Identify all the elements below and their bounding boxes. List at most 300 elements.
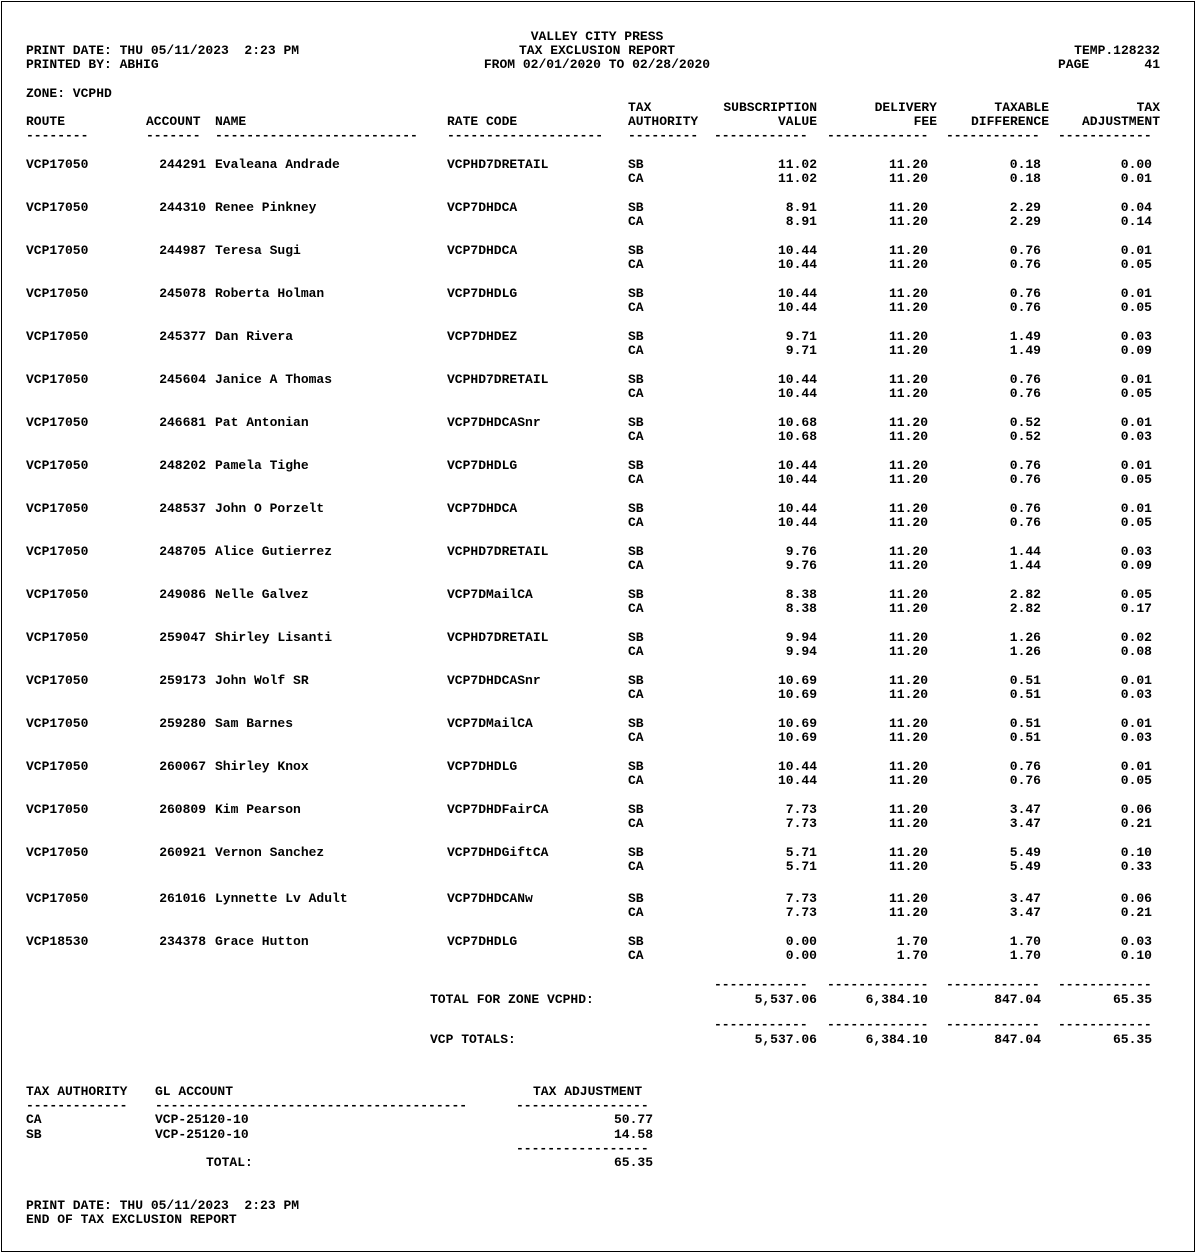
subscription-value-cell: 9.94 [785,644,817,659]
rate-code-cell: VCP7DHDCASnr [447,673,541,688]
tax-authority-cell: CA [628,773,644,788]
taxable-difference-cell: 2.82 [1009,587,1041,602]
taxable-difference-cell: 3.47 [1009,802,1041,817]
tax-adjustment-cell: 0.01 [1120,673,1152,688]
route-cell: VCP18530 [26,934,89,949]
taxable-difference-cell: 1.44 [1009,544,1041,559]
name-cell: Shirley Knox [215,759,309,774]
tax-adjustment-cell: 0.03 [1120,687,1152,702]
temp-id: TEMP.128232 [1074,43,1160,58]
subscription-value-cell: 10.44 [777,386,817,401]
delivery-fee-cell: 11.20 [888,687,928,702]
delivery-fee-cell: 11.20 [888,859,928,874]
tax-adjustment-cell: 0.03 [1120,544,1152,559]
rate-code-cell: VCP7DHDLG [447,286,518,301]
account-cell: 260809 [159,802,206,817]
taxable-difference-cell: 0.76 [1009,515,1041,530]
taxable-difference-cell: 1.49 [1009,343,1041,358]
rate-code-cell: VCP7DHDCA [447,501,518,516]
subscription-value-cell: 5.71 [785,859,817,874]
subscription-value-cell: 11.02 [777,171,817,186]
tax-adjustment-cell: 0.21 [1120,905,1152,920]
col-adj-top: TAX [1136,100,1160,115]
subscription-value-cell: 10.44 [777,759,817,774]
col-divider: ------------ [946,129,1040,143]
subscription-value-cell: 9.71 [785,343,817,358]
zone-total-adj: 65.35 [1112,992,1152,1007]
taxable-difference-cell: 0.52 [1009,415,1041,430]
rate-code-cell: VCP7DHDLG [447,759,518,774]
subscription-value-cell: 10.44 [777,286,817,301]
taxable-difference-cell: 0.76 [1009,372,1041,387]
delivery-fee-cell: 1.70 [896,934,928,949]
tax-authority-cell: SB [628,544,644,559]
rate-code-cell: VCP7DHDCA [447,243,518,258]
tax-adjustment-cell: 0.06 [1120,802,1152,817]
tax-authority-cell: CA [628,472,644,487]
tax-adjustment-cell: 0.05 [1120,773,1152,788]
col-divider: -------- [26,129,89,143]
account-cell: 245604 [159,372,206,387]
tax-adjustment-cell: 0.05 [1120,472,1152,487]
tax-authority-cell: CA [628,300,644,315]
delivery-fee-cell: 11.20 [888,601,928,616]
route-cell: VCP17050 [26,716,89,731]
delivery-fee-cell: 1.70 [896,948,928,963]
tax-authority-cell: CA [628,644,644,659]
tax-authority-cell: CA [628,257,644,272]
tax-adjustment-cell: 0.02 [1120,630,1152,645]
col-taxable-difference: DIFFERENCE [970,114,1049,129]
taxable-difference-cell: 1.26 [1009,630,1041,645]
subscription-value-cell: 7.73 [785,802,817,817]
total-divider: ------------- [827,1018,929,1032]
subscription-value-cell: 11.02 [777,157,817,172]
tax-adjustment-cell: 0.03 [1120,934,1152,949]
page-number: 41 [1144,57,1160,72]
tax-adjustment-cell: 0.01 [1120,415,1152,430]
name-cell: Alice Gutierrez [215,544,333,559]
name-cell: Evaleana Andrade [215,157,340,172]
delivery-fee-cell: 11.20 [888,630,928,645]
tax-authority-cell: CA [628,214,644,229]
rate-code-cell: VCP7DHDGiftCA [447,845,549,860]
end-of-report: END OF TAX EXCLUSION REPORT [26,1212,237,1227]
vcp-total-value: 5,537.06 [754,1032,817,1047]
name-cell: Teresa Sugi [215,243,301,258]
subscription-value-cell: 10.69 [777,730,817,745]
name-cell: Pat Antonian [215,415,309,430]
taxable-difference-cell: 2.29 [1009,214,1041,229]
taxable-difference-cell: 0.52 [1009,429,1041,444]
account-cell: 259280 [159,716,206,731]
subscription-value-cell: 8.38 [785,601,817,616]
subscription-value-cell: 10.69 [777,673,817,688]
delivery-fee-cell: 11.20 [888,816,928,831]
tax-adjustment-cell: 0.05 [1120,515,1152,530]
route-cell: VCP17050 [26,415,89,430]
col-rate-code: RATE CODE [447,114,518,129]
report-page [1,1,1195,1252]
col-tax-authority-top: TAX [628,100,652,115]
tax-adjustment-cell: 0.05 [1120,300,1152,315]
subscription-value-cell: 0.00 [785,934,817,949]
zone-total-fee: 6,384.10 [865,992,928,1007]
zone-label: ZONE: VCPHD [26,86,112,101]
tax-authority-cell: SB [628,716,644,731]
tax-adjustment-cell: 0.33 [1120,859,1152,874]
report-title: TAX EXCLUSION REPORT [518,43,676,58]
total-divider: ------------- [827,978,929,992]
summary-divider: ---------------------------------------- [155,1099,468,1113]
delivery-fee-cell: 11.20 [888,845,928,860]
name-cell: Kim Pearson [215,802,301,817]
route-cell: VCP17050 [26,630,89,645]
delivery-fee-cell: 11.20 [888,343,928,358]
summary-col-gl: GL ACCOUNT [155,1084,234,1099]
subscription-value-cell: 10.68 [777,429,817,444]
taxable-difference-cell: 0.76 [1009,458,1041,473]
summary-total-value: 65.35 [613,1155,653,1170]
footer-print-date: PRINT DATE: THU 05/11/2023 2:23 PM [26,1198,300,1213]
tax-adjustment-cell: 0.01 [1120,243,1152,258]
col-divider: ------------- [827,129,929,143]
tax-authority-cell: CA [628,859,644,874]
tax-authority-cell: SB [628,891,644,906]
page-label: PAGE [1058,57,1090,72]
tax-authority-cell: SB [628,587,644,602]
subscription-value-cell: 9.76 [785,558,817,573]
account-cell: 260921 [159,845,206,860]
account-cell: 244291 [159,157,206,172]
tax-adjustment-cell: 0.09 [1120,343,1152,358]
delivery-fee-cell: 11.20 [888,501,928,516]
route-cell: VCP17050 [26,673,89,688]
col-tax-authority: AUTHORITY [628,114,699,129]
col-subscription-value: VALUE [777,114,817,129]
tax-authority-cell: SB [628,759,644,774]
taxable-difference-cell: 2.29 [1009,200,1041,215]
delivery-fee-cell: 11.20 [888,587,928,602]
account-cell: 248202 [159,458,206,473]
delivery-fee-cell: 11.20 [888,214,928,229]
tax-adjustment-cell: 0.01 [1120,759,1152,774]
name-cell: John O Porzelt [215,501,325,516]
taxable-difference-cell: 0.76 [1009,300,1041,315]
route-cell: VCP17050 [26,759,89,774]
subscription-value-cell: 10.44 [777,458,817,473]
taxable-difference-cell: 0.76 [1009,501,1041,516]
subscription-value-cell: 10.44 [777,372,817,387]
tax-adjustment-cell: 0.03 [1120,730,1152,745]
col-divider: ------------ [1058,129,1152,143]
tax-adjustment-cell: 0.08 [1120,644,1152,659]
tax-authority-cell: CA [628,171,644,186]
col-divider: ------- [146,129,201,143]
subscription-value-cell: 10.69 [777,687,817,702]
subscription-value-cell: 10.44 [777,257,817,272]
route-cell: VCP17050 [26,329,89,344]
summary-gl-cell: VCP-25120-10 [155,1112,249,1127]
delivery-fee-cell: 11.20 [888,891,928,906]
date-range: FROM 02/01/2020 TO 02/28/2020 [483,57,711,72]
tax-authority-cell: SB [628,501,644,516]
tax-adjustment-cell: 0.01 [1120,501,1152,516]
name-cell: Sam Barnes [215,716,294,731]
subscription-value-cell: 7.73 [785,891,817,906]
tax-authority-cell: CA [628,386,644,401]
tax-authority-cell: SB [628,934,644,949]
tax-adjustment-cell: 0.01 [1120,716,1152,731]
taxable-difference-cell: 0.76 [1009,773,1041,788]
account-cell: 245078 [159,286,206,301]
delivery-fee-cell: 11.20 [888,372,928,387]
subscription-value-cell: 10.44 [777,773,817,788]
account-cell: 244987 [159,243,206,258]
rate-code-cell: VCP7DHDLG [447,934,518,949]
name-cell: Shirley Lisanti [215,630,333,645]
col-name: NAME [215,114,247,129]
tax-adjustment-cell: 0.05 [1120,257,1152,272]
tax-authority-cell: SB [628,458,644,473]
col-taxable-top: TAXABLE [994,100,1049,115]
taxable-difference-cell: 0.18 [1009,157,1041,172]
account-cell: 249086 [159,587,206,602]
delivery-fee-cell: 11.20 [888,300,928,315]
delivery-fee-cell: 11.20 [888,759,928,774]
summary-authority-cell: CA [26,1112,42,1127]
summary-gl-cell: VCP-25120-10 [155,1127,249,1142]
subscription-value-cell: 7.73 [785,905,817,920]
col-divider: --------- [628,129,699,143]
taxable-difference-cell: 0.76 [1009,257,1041,272]
tax-authority-cell: SB [628,845,644,860]
tax-adjustment-cell: 0.01 [1120,372,1152,387]
tax-authority-cell: CA [628,730,644,745]
taxable-difference-cell: 0.51 [1009,716,1041,731]
delivery-fee-cell: 11.20 [888,257,928,272]
taxable-difference-cell: 3.47 [1009,905,1041,920]
delivery-fee-cell: 11.20 [888,171,928,186]
tax-authority-cell: CA [628,687,644,702]
account-cell: 248537 [159,501,206,516]
company-name: VALLEY CITY PRESS [530,29,664,44]
summary-adj-cell: 50.77 [613,1112,653,1127]
name-cell: Nelle Galvez [215,587,309,602]
tax-authority-cell: SB [628,243,644,258]
summary-adj-cell: 14.58 [613,1127,653,1142]
rate-code-cell: VCP7DMailCA [447,716,533,731]
route-cell: VCP17050 [26,243,89,258]
route-cell: VCP17050 [26,200,89,215]
route-cell: VCP17050 [26,802,89,817]
rate-code-cell: VCP7DHDCASnr [447,415,541,430]
summary-divider: ------------- [26,1099,128,1113]
tax-authority-cell: SB [628,802,644,817]
subscription-value-cell: 10.68 [777,415,817,430]
taxable-difference-cell: 5.49 [1009,845,1041,860]
tax-adjustment-cell: 0.03 [1120,329,1152,344]
delivery-fee-cell: 11.20 [888,329,928,344]
rate-code-cell: VCP7DHDEZ [447,329,518,344]
subscription-value-cell: 5.71 [785,845,817,860]
taxable-difference-cell: 3.47 [1009,816,1041,831]
tax-adjustment-cell: 0.17 [1120,601,1152,616]
delivery-fee-cell: 11.20 [888,458,928,473]
account-cell: 245377 [159,329,206,344]
tax-adjustment-cell: 0.04 [1120,200,1152,215]
subscription-value-cell: 8.91 [785,214,817,229]
tax-adjustment-cell: 0.10 [1120,845,1152,860]
col-tax-adjustment: ADJUSTMENT [1081,114,1160,129]
zone-total-diff: 847.04 [994,992,1041,1007]
delivery-fee-cell: 11.20 [888,802,928,817]
vcp-total-adj: 65.35 [1112,1032,1152,1047]
total-divider: ------------ [714,978,808,992]
rate-code-cell: VCPHD7DRETAIL [447,372,549,387]
summary-authority-cell: SB [26,1127,42,1142]
name-cell: Pamela Tighe [215,458,309,473]
account-cell: 261016 [159,891,206,906]
rate-code-cell: VCP7DHDCANw [447,891,533,906]
delivery-fee-cell: 11.20 [888,243,928,258]
name-cell: Vernon Sanchez [215,845,325,860]
taxable-difference-cell: 0.51 [1009,687,1041,702]
total-divider: ------------ [1058,978,1152,992]
col-divider: ------------ [714,129,808,143]
subscription-value-cell: 8.38 [785,587,817,602]
total-divider: ------------ [1058,1018,1152,1032]
taxable-difference-cell: 1.26 [1009,644,1041,659]
tax-adjustment-cell: 0.01 [1120,171,1152,186]
tax-adjustment-cell: 0.01 [1120,458,1152,473]
route-cell: VCP17050 [26,587,89,602]
rate-code-cell: VCP7DHDFairCA [447,802,549,817]
vcp-total-label: VCP TOTALS: [430,1032,516,1047]
taxable-difference-cell: 2.82 [1009,601,1041,616]
tax-authority-cell: SB [628,286,644,301]
tax-authority-cell: SB [628,673,644,688]
zone-total-label: TOTAL FOR ZONE VCPHD: [430,992,594,1007]
tax-authority-cell: SB [628,415,644,430]
subscription-value-cell: 10.44 [777,243,817,258]
rate-code-cell: VCPHD7DRETAIL [447,157,549,172]
tax-adjustment-cell: 0.14 [1120,214,1152,229]
name-cell: Lynnette Lv Adult [215,891,348,906]
summary-col-authority: TAX AUTHORITY [26,1084,128,1099]
account-cell: 234378 [159,934,206,949]
delivery-fee-cell: 11.20 [888,415,928,430]
taxable-difference-cell: 1.70 [1009,934,1041,949]
delivery-fee-cell: 11.20 [888,157,928,172]
taxable-difference-cell: 1.49 [1009,329,1041,344]
tax-adjustment-cell: 0.21 [1120,816,1152,831]
route-cell: VCP17050 [26,845,89,860]
summary-divider: ----------------- [516,1099,649,1113]
taxable-difference-cell: 0.76 [1009,472,1041,487]
total-divider: ------------ [946,1018,1040,1032]
name-cell: Roberta Holman [215,286,325,301]
name-cell: Dan Rivera [215,329,294,344]
taxable-difference-cell: 1.44 [1009,558,1041,573]
tax-authority-cell: CA [628,558,644,573]
rate-code-cell: VCP7DMailCA [447,587,533,602]
subscription-value-cell: 10.44 [777,515,817,530]
account-cell: 244310 [159,200,206,215]
name-cell: Renee Pinkney [215,200,317,215]
delivery-fee-cell: 11.20 [888,773,928,788]
col-delivery-fee: FEE [913,114,937,129]
delivery-fee-cell: 11.20 [888,200,928,215]
tax-authority-cell: CA [628,948,644,963]
tax-authority-cell: SB [628,200,644,215]
delivery-fee-cell: 11.20 [888,286,928,301]
tax-authority-cell: SB [628,630,644,645]
printed-by: PRINTED BY: ABHIG [26,57,159,72]
delivery-fee-cell: 11.20 [888,716,928,731]
total-divider: ------------ [714,1018,808,1032]
col-delivery-top: DELIVERY [874,100,937,115]
taxable-difference-cell: 0.76 [1009,759,1041,774]
route-cell: VCP17050 [26,891,89,906]
route-cell: VCP17050 [26,372,89,387]
tax-authority-cell: CA [628,343,644,358]
tax-adjustment-cell: 0.09 [1120,558,1152,573]
name-cell: Grace Hutton [215,934,309,949]
route-cell: VCP17050 [26,458,89,473]
taxable-difference-cell: 0.76 [1009,386,1041,401]
col-divider: -------------------- [447,129,604,143]
subscription-value-cell: 7.73 [785,816,817,831]
subscription-value-cell: 10.69 [777,716,817,731]
tax-adjustment-cell: 0.10 [1120,948,1152,963]
col-subscription-top: SUBSCRIPTION [723,100,817,115]
subscription-value-cell: 9.94 [785,630,817,645]
account-cell: 260067 [159,759,206,774]
tax-adjustment-cell: 0.05 [1120,386,1152,401]
vcp-total-fee: 6,384.10 [865,1032,928,1047]
tax-authority-cell: CA [628,515,644,530]
zone-total-value: 5,537.06 [754,992,817,1007]
tax-adjustment-cell: 0.00 [1120,157,1152,172]
tax-authority-cell: CA [628,905,644,920]
summary-divider: ----------------- [516,1142,649,1156]
subscription-value-cell: 10.44 [777,501,817,516]
account-cell: 246681 [159,415,206,430]
rate-code-cell: VCP7DHDCA [447,200,518,215]
tax-authority-cell: CA [628,429,644,444]
col-divider: -------------------------- [215,129,418,143]
tax-adjustment-cell: 0.05 [1120,587,1152,602]
delivery-fee-cell: 11.20 [888,673,928,688]
vcp-total-diff: 847.04 [994,1032,1041,1047]
account-cell: 259173 [159,673,206,688]
summary-col-adj: TAX ADJUSTMENT [533,1084,643,1099]
taxable-difference-cell: 1.70 [1009,948,1041,963]
summary-total-label: TOTAL: [206,1155,253,1170]
subscription-value-cell: 10.44 [777,472,817,487]
total-divider: ------------ [946,978,1040,992]
delivery-fee-cell: 11.20 [888,429,928,444]
route-cell: VCP17050 [26,544,89,559]
delivery-fee-cell: 11.20 [888,386,928,401]
delivery-fee-cell: 11.20 [888,730,928,745]
tax-authority-cell: SB [628,157,644,172]
print-date: PRINT DATE: THU 05/11/2023 2:23 PM [26,43,300,58]
route-cell: VCP17050 [26,286,89,301]
account-cell: 248705 [159,544,206,559]
delivery-fee-cell: 11.20 [888,558,928,573]
